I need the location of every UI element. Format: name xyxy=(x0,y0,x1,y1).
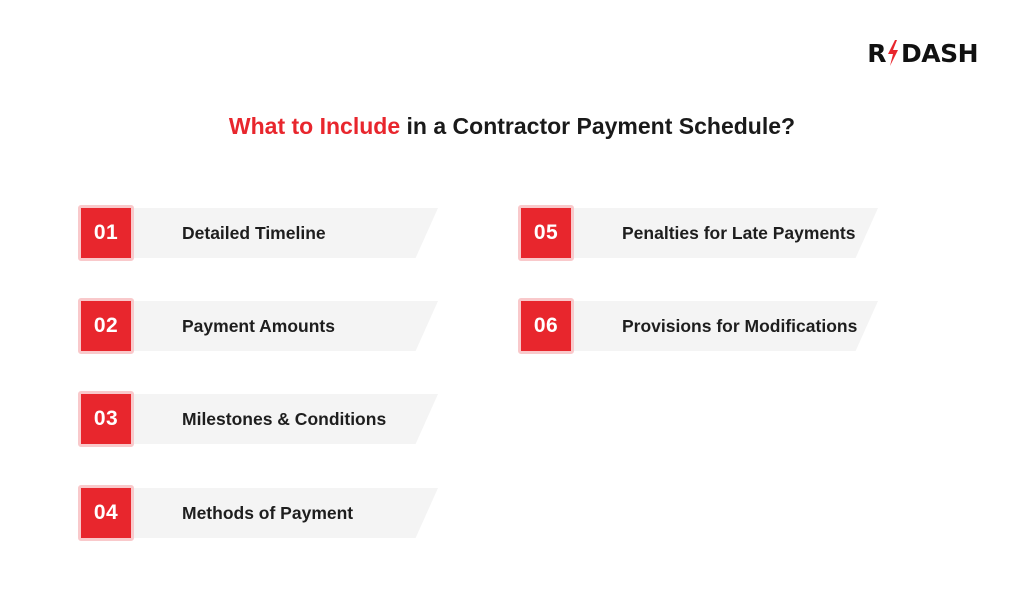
item-label: Methods of Payment xyxy=(182,502,354,523)
title-rest: in a Contractor Payment Schedule? xyxy=(400,113,796,139)
item-label: Penalties for Late Payments xyxy=(622,222,856,243)
logo-letter-r: R xyxy=(867,38,886,68)
item-number-badge: 04 xyxy=(78,485,134,541)
item-number-badge: 05 xyxy=(518,205,574,261)
list-item xyxy=(518,205,898,261)
item-number-badge: 06 xyxy=(518,298,574,354)
item-number-badge: 01 xyxy=(78,205,134,261)
page-title xyxy=(0,113,1024,140)
list-item xyxy=(78,205,458,261)
item-label: Payment Amounts xyxy=(182,315,335,336)
list-item xyxy=(78,485,458,541)
item-number-badge: 02 xyxy=(78,298,134,354)
lightning-bolt-icon xyxy=(886,40,900,66)
list-item xyxy=(518,298,898,354)
item-number-badge: 03 xyxy=(78,391,134,447)
item-label: Milestones & Conditions xyxy=(182,408,387,429)
logo-word-dash: DASH xyxy=(900,38,978,68)
item-label: Provisions for Modifications xyxy=(622,315,858,336)
brand-logo xyxy=(867,40,978,66)
title-accent: What to Include xyxy=(228,113,401,139)
list-item xyxy=(78,391,458,447)
list-item xyxy=(78,298,458,354)
item-label: Detailed Timeline xyxy=(182,222,326,243)
